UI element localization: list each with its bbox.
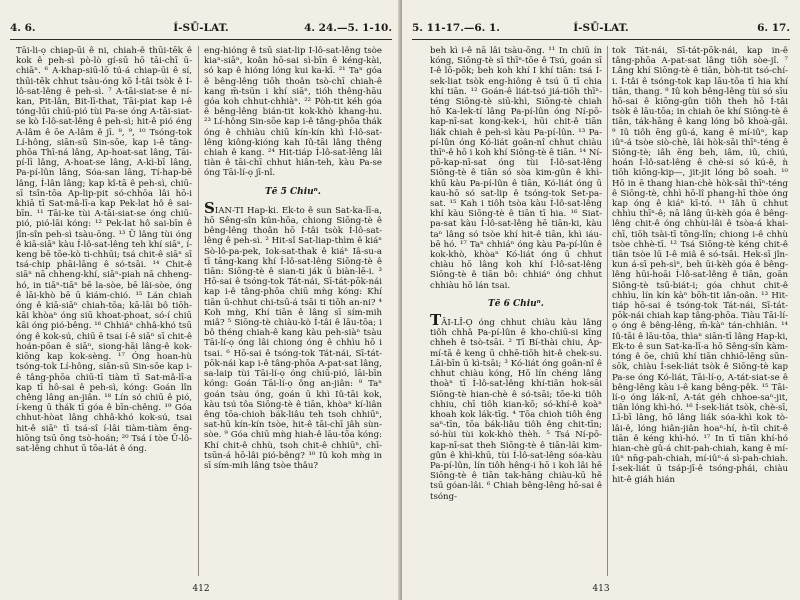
running-header [412, 22, 790, 38]
paragraph: Tāi-li-ọ chiap-ūi ê ni, chiah-ê thūi-tēk ê kok ê peh-sì pò-lò gí-sū hō tāi-chī ū-chiāⁿ. ⁶ A-khap-siū-lō tú-á chiap-ūi ê sí, thūi-tēk chhut tsàu-óng kō Í-tâi tsòk ê Í-lô-sat-lêng ê peh-sì. ⁷ A-tāi-siat-se ê ní-kan, Pit-lân, Bit-lī-that, Tāi-piat kap i-ê tóng-lūi chiū-pió tùi Pa-se óng A-tāi-siat-se kò Í-lô-sat-lêng ê peh-sì; hit-ê pió éng A-lâm ê ōe A-lâm ê jī. ⁸, ⁹, ¹⁰ Tsóng-tok Lí-hông, siān-sū Sin-sōe, kap i-ê tâng-phōa Thī-ná lâng, Ap-hoat-sat lâng, Tāi-pí-lī lâng, A-hoat-se lâng, A-kì-bī lâng, Pa-pí-lûn lâng, Sóa-san lâng, Tí-hap-bē lâng, Í-lân lâng; kap kî-tā ê peh-sì, chiū-sī tsīn-tōa Ap-lip-pit só-chhōa lâi hō-i khiā tī Sat-mâ-lī-a kap Pek-lat hô ê sai-bīn. ¹¹ Tāi-ke tùi A-tāi-siat-se óng chiū-pió, pió-lāi kóng: ¹² Pek-lat hô sai-bīn ê jîn-sîn peh-sì tsàu-ōng. ¹³ Ū lâng tùi óng ê kiā-siāⁿ kàu Í-lô-sat-lêng teh khí siāⁿ, í-keng bē tōe-kò ti-chhūi; tsá chit-ê siāⁿ sī tsá-chip phāi-lāng ê só-tsāi. ¹⁴ Chit-ê siāⁿ nā chheng-khí, siāⁿ-piah nā chheng-hó, in tiāⁿ-tiāⁿ bē la-sòe, bē lâi-sòe, óng ê lāi-khò bē ū kiám-chió. ¹⁵ Lán chiah óng ê kiā-siāⁿ chiah-tōa; kā-lāi bô tiōh-kāi khòaⁿ óng siū khoat-phoat, só-í chiū kāi óng pió-bêng. ¹⁶ Chhiáⁿ chhâ-khó tsū óng ê kok-sú, chiū ē tsai í-ê siāⁿ sī chit-ê hoán-pōan ê siāⁿ, siong-hāi lâng-ê kok-kiōng kap kok-sèng. ¹⁷ Óng hoan-hù tsóng-tok Lí-hông, siān-sū Sin-sōe kap i-ê tâng-phōa chiū-tī tiàm tī Sat-mâ-lī-a kap tī hô-sai ê peh-sì, kóng: Goán lîn chêng lâng an-jiân. ¹⁸ Lín só chiū ê pió, í-keng ū thák tī góa ê bīn-chêng. ¹⁹ Góa chhut-hòat lâng chhâ-khó kok-sú, tsai hit-ê siāⁿ tī tsá-sî í-lâi tiàm-tiàm ēng-hiōng tsū ōng tsò-hoán; ²⁰ Tsá í tòe Ū-lô-sat-lêng chhut ū tōa-lát ê óng. [16, 46, 192, 454]
chapter-heading: Tē 6 Chiuⁿ. [488, 298, 544, 309]
text-column-2 [612, 46, 788, 576]
drop-cap: S [204, 198, 215, 217]
header-left: 5. 11-17.—6. 1. [412, 22, 500, 34]
header-left: 4. 6. [10, 22, 36, 34]
paragraph: beh kì i-ê nā lâi tsàu-ōng. ¹¹ In chiū ín kóng, Siōng-tè sī thīⁿ-tōe ê Tsú, goán sī I-ê lō-pōk; beh koh khí I khí tiān: tsá Í-sek-liat tsòk eng-hiông ê tsú ū tī chia khí tiān. ¹² Goán-ê liát-tsó jiá-tiōh thīⁿ-téng Siōng-tè siū-khì, Siōng-tè chiah hō Ka-lek-tí lâng Pa-pí-lûn óng Ní-pō-kap-nī-sat kong-kek-i, hūi chit-ê tiān liák chiah ê peh-sì kàu Pa-pí-lûn. ¹³ Pa-pí-lûn óng Kó-liát goân-nî chhut chiàu thīⁿ-ê hō i koh khí Siōng-tè ê tiān. ¹⁴ Ní-pō-kap-nī-sat óng tùi Í-lô-sat-lêng Siōng-tè ê tiān só sòa kim-gûn ê khì-khū kàu Pa-pí-lûn ê tiān, Kó-liát óng ū kau-hō só sat-lip ê tsóng-tok Set-pa-sat. ¹⁵ Kah i tiôh tsòa kàu Í-lô-sat-lêng khí kàu Siōng-tè ê tiān tī hia. ¹⁶ Siat-pa-sat kàu Í-lô-sat-lêng hē tiān-ki, kàu taⁿ lâng só tsòe khí hit-ê tiān, khì iáu-bē hó. ¹⁷ Taⁿ chhiáⁿ óng kàu Pa-pí-lûn ê kok-khò, khòaⁿ Kó-liát óng ū chhut chiàu hō lâng koh khí Í-lô-sat-lêng Siōng-tè ê tiān bô: chhiáⁿ óng chhut chhiàu hō lán tsai. [430, 46, 602, 291]
paragraph-text: IAN-TI Hap-ki. Ek-to ê sun Sat-ka-lī-a, hō Sêng-sîn kún-hōa, chiong Siōng-tè ê bêng-lêng thoân hō Í-tâi tsòk Í-lô-sat-lêng ê peh-sì. ² Hit-sî Sat-liap-thìm ê kiáⁿ Sò-lô-pa-pek, Iok-sat-thak ê kiáⁿ Iâ-su-a tī tāng-kang khí Í-lô-sat-lêng Siōng-tè ê tiān: Siōng-tè ê sian-ti ják ū biàn-lē-i. ³ Hō-sai ê tsóng-tok Tát-nái, Sī-tát-pōk-nái kap i-ê tâng-phōa chiū mǹg kóng: Khí tiān ū-chhut chi-tsū-á tsāi ti tiōh an-ni? ⁴ Koh mǹg, Khí tiān ê lâng sī sím-mih miâ? ⁵ Siōng-tè chiàu-kò Í-tâi ê lāu-tōa; i bô théng chiah-ê kang kàu peh-siàⁿ tsàu Tāi-lí-ọ óng lâi chiong óng ê chhìu hō i tsai. ⁶ Hō-sai ê tsóng-tok Tát-nái, Sī-tát-pōk-nái kap i-ê tâng-phōa A-pat-sat lâng, sa-laip tùi Tāi-lí-ọ óng chiū-pió, lāi-bīn kóng: Goán Tāi-lí-ọ ông an-jiân: ⁸ Taⁿ goán tsàu óng, goán ū khì Iû-tāi kok, kàu tsú tôa Siōng-tè ê tiān, khòaⁿ kí-liân êng tōa-chioh bák-liâu teh tsoh chhiūⁿ, sat-hū kín-kín tsòe, hit-ê tāi-chī jâh sùn-sòe. ⁹ Góa chiū mǹg hiah-ê lāu-tōa kóng: Khí chit-ê chhù, tsoh chit-ê chhiūⁿ, chī-tsūn-á hō-lâi pió-bêng? ¹⁰ Iû koh mǹg in sī sím-mih lâng tsòe thâu? [204, 205, 382, 471]
page-number: 413 [592, 584, 610, 594]
text-column-2 [204, 46, 382, 576]
paragraph: eng-hióng ê tsū siat-lip Í-lô-sat-lêng tsòe kiaⁿ-siāⁿ, koân hō-sai sì-bīn ê kéng-kài, só kap ê hióng lóng kui ka-kī. ²¹ Taⁿ góa ê bêng-lêng tiōh thoân tsò-chī chiah-ê kang m̄-tsūn i khí siāⁿ, tióh thêng-hāu góa koh chhut-chhiàⁿ. ²² Pòh-tit kéh góa ê bêng-lêng bián-tit kok-khò khang-hu. ²³ Lí-hông Sin-sōe kap i-ê tâng-phōa thák óng ê chhiàu chiū kín-kín khì Í-lô-sat-lêng kiông-kióng kah Iû-tāi lâng thêng chiah ê kang. ²⁴ Hit-tiáp Í-lô-sat-lêng lâi tiàn ê tāi-chī chhut hiân-teh, kàu Pa-se óng Tāi-lí-ọ jī-nî. [204, 46, 382, 179]
paragraph: tok Tát-nái, Sī-tát-pōk-nái, kap in-ê tâng-phōa A-pat-sat lâng tiôh sòe-jî. ⁷ Lâng khí Siōng-tè ê tiān, bòh-tit tsó-chí-i. Í-tâi ê tsóng-tok kap lāu-tōa tī hia khí tiān, thang. ⁸ Iû koh bêng-lêng tùi só sīu hō-sai ê kiōng-gûn tiôh theh hō Í-tâi tsòk ê lāu-tōa; in chiah ōe khí Siōng-tè ê tiān, ták-hāng ê kang lóng bô khoà-gāi. ⁹ Iû tiôh ēng gû-á, kang ê mí-iûⁿ, kap iûⁿ-á tsòe siò-chè, lâi hòk-sāi thīⁿ-téng ê Siōng-tè; iâh ēng beh, iâm, iû, chiú, hoán Í-lô-sat-lêng ê chè-si só kú-ê, ǹ tiōh kiōng-kip—, jit-jit lóng bô soah. ¹⁰ Hō in ē thang hian-chè hòk-sāi thīⁿ-téng ê Siōng-tè, chhì hō-lî phang-hī thòe óng kap óng ê kiáⁿ kī-tó. ¹¹ Iâh ū chhut chhìu thīⁿ-ê; nā lâng ūi-kèh góa ê bêng-lêng chit-ê óng chhùi-lâi ê tsòa-á khai-chī, tiōh tsài-tī tōng-lîn; chiong i-ê chhù tsòe chhè-tī. ¹² Tsá Siōng-tè kéng chit-ê tiān tsòe lū I-ê miâ ê só-tsāi. Hek-sī jîn-kun á-sī peh-sìⁿ, beh ūi-kèh góa ê bêng-lêng hūi-hoāi Í-lô-sat-lêng ê tiān, goān Siōng-tè tsū-biát-i; góa chhut chit-ê chhìu, lín kín kàⁿ bōh-tit iân-oân. ¹³ Hit-tiáp hō-sai ê tsóng-tok Tát-nái, Sī-tát-pōk-nái chiah kap tâng-phōa. Tiàu Tāi-lí-ọ óng ê bêng-lêng, m̄-kàⁿ tán-chhiân. ¹⁴ Iû-tāi ê lāu-tōa, thìaⁿ siān-tī lâng Hap-ki, Ek-to ê sun Sat-ka-lī-a hō Sêng-sîn kàm-tóng ê ōe, chiū khí tiān chhiō-lēng sūn-sōk, chiàu Í-sek-liát tsòk ê Siōng-tè kap Pa-se óng Kó-liát, Tāi-lí-ọ, A-tát-siat-se ê bêng-lêng kàu i-ê kang bêng-pêk. ¹⁵ Tāi-lí-ọ óng lák-nî, A-tát géh chhoe-saⁿ-jit, tiân lóng khì-hó. ¹⁶ Í-sek-liát tsòk, chè-sī, Lī-bī lâng, hō lâng liák sóa-khì kok tò-lâi-ê, lóng hiân-jiân hoaⁿ-hí, ǹ-tīi chit-ê tiān ê kéng khì-hó. ¹⁷ In tī tiān khí-hó hian-chè gû-á chit-pah-chiah, kang ê mí-iûⁿ nn̄g-pah-chiah, mí-iûⁿ-á sì-pah-chiah. Í-sek-liát ū tsáp-jī-ê tsóng-phái, chiàu hit-ê giáh hián [612, 46, 788, 485]
header-rule [10, 39, 392, 40]
header-right: 4. 24.—5. 1-10. [304, 22, 392, 34]
header-rule [412, 39, 790, 40]
text-column-1 [16, 46, 192, 576]
drop-cap: T [430, 311, 442, 330]
paragraph [204, 198, 382, 471]
column-divider [198, 46, 199, 576]
paragraph-text: ĀI-LĪ-Ọ óng chhut chiàu kàu lâng tiôh chhâ Pa-pí-lûn ê kho-chiū-si kīng chheh ê tsò-tsāi. ² Tī Bí-thài chiu, Áp-mí-tā ê keng ū chhē-tiōh hit-ê chek-su. Lāi-bīn ū kì-tsāi; ³ Kó-liát óng goân-nî ê chhut chiàu kóng, Hō lín chéng lâng thoàⁿ tī Í-lô-sat-lêng khí-tiān hok-sāi Siōng-tè hian-chè ê só-tsāi; tōe-ki tiôh chhiu, chī tiôh kian-kō; só-khí-ê koàⁿ khoah kok lák-tīg. ⁴ Tōa chioh tiôh êng saⁿ-tīn, tōa bák-liâu tiôh êng chit-tīn; só-hùi tùi kok-khò thèh. ⁵ Tsá Ní-pō-kap-nī-sat theh Siōng-tè ê tiān-lāi kim-gûn ê khì-khū, tùi Í-lô-sat-lêng sóa-kàu Pa-pí-lûn, lín tiôh hêng-i hō i koh lâi hē Siōng-tè ê tiān tak-hāng chiàu-kū hē tsū góan-lâi. ⁶ Chiah bêng-lêng hō-sai ê tsóng- [430, 318, 602, 502]
text-column-1 [430, 46, 602, 576]
right-page [402, 0, 800, 600]
header-title: Í-SŪ-LAT. [573, 22, 629, 34]
chapter-heading: Tē 5 Chiuⁿ. [265, 186, 321, 197]
column-divider [607, 46, 608, 576]
header-title: Í-SŪ-LAT. [173, 22, 229, 34]
page-number: 412 [192, 584, 210, 594]
running-header [10, 22, 392, 38]
header-right: 6. 17. [757, 22, 790, 34]
paragraph [430, 311, 602, 502]
